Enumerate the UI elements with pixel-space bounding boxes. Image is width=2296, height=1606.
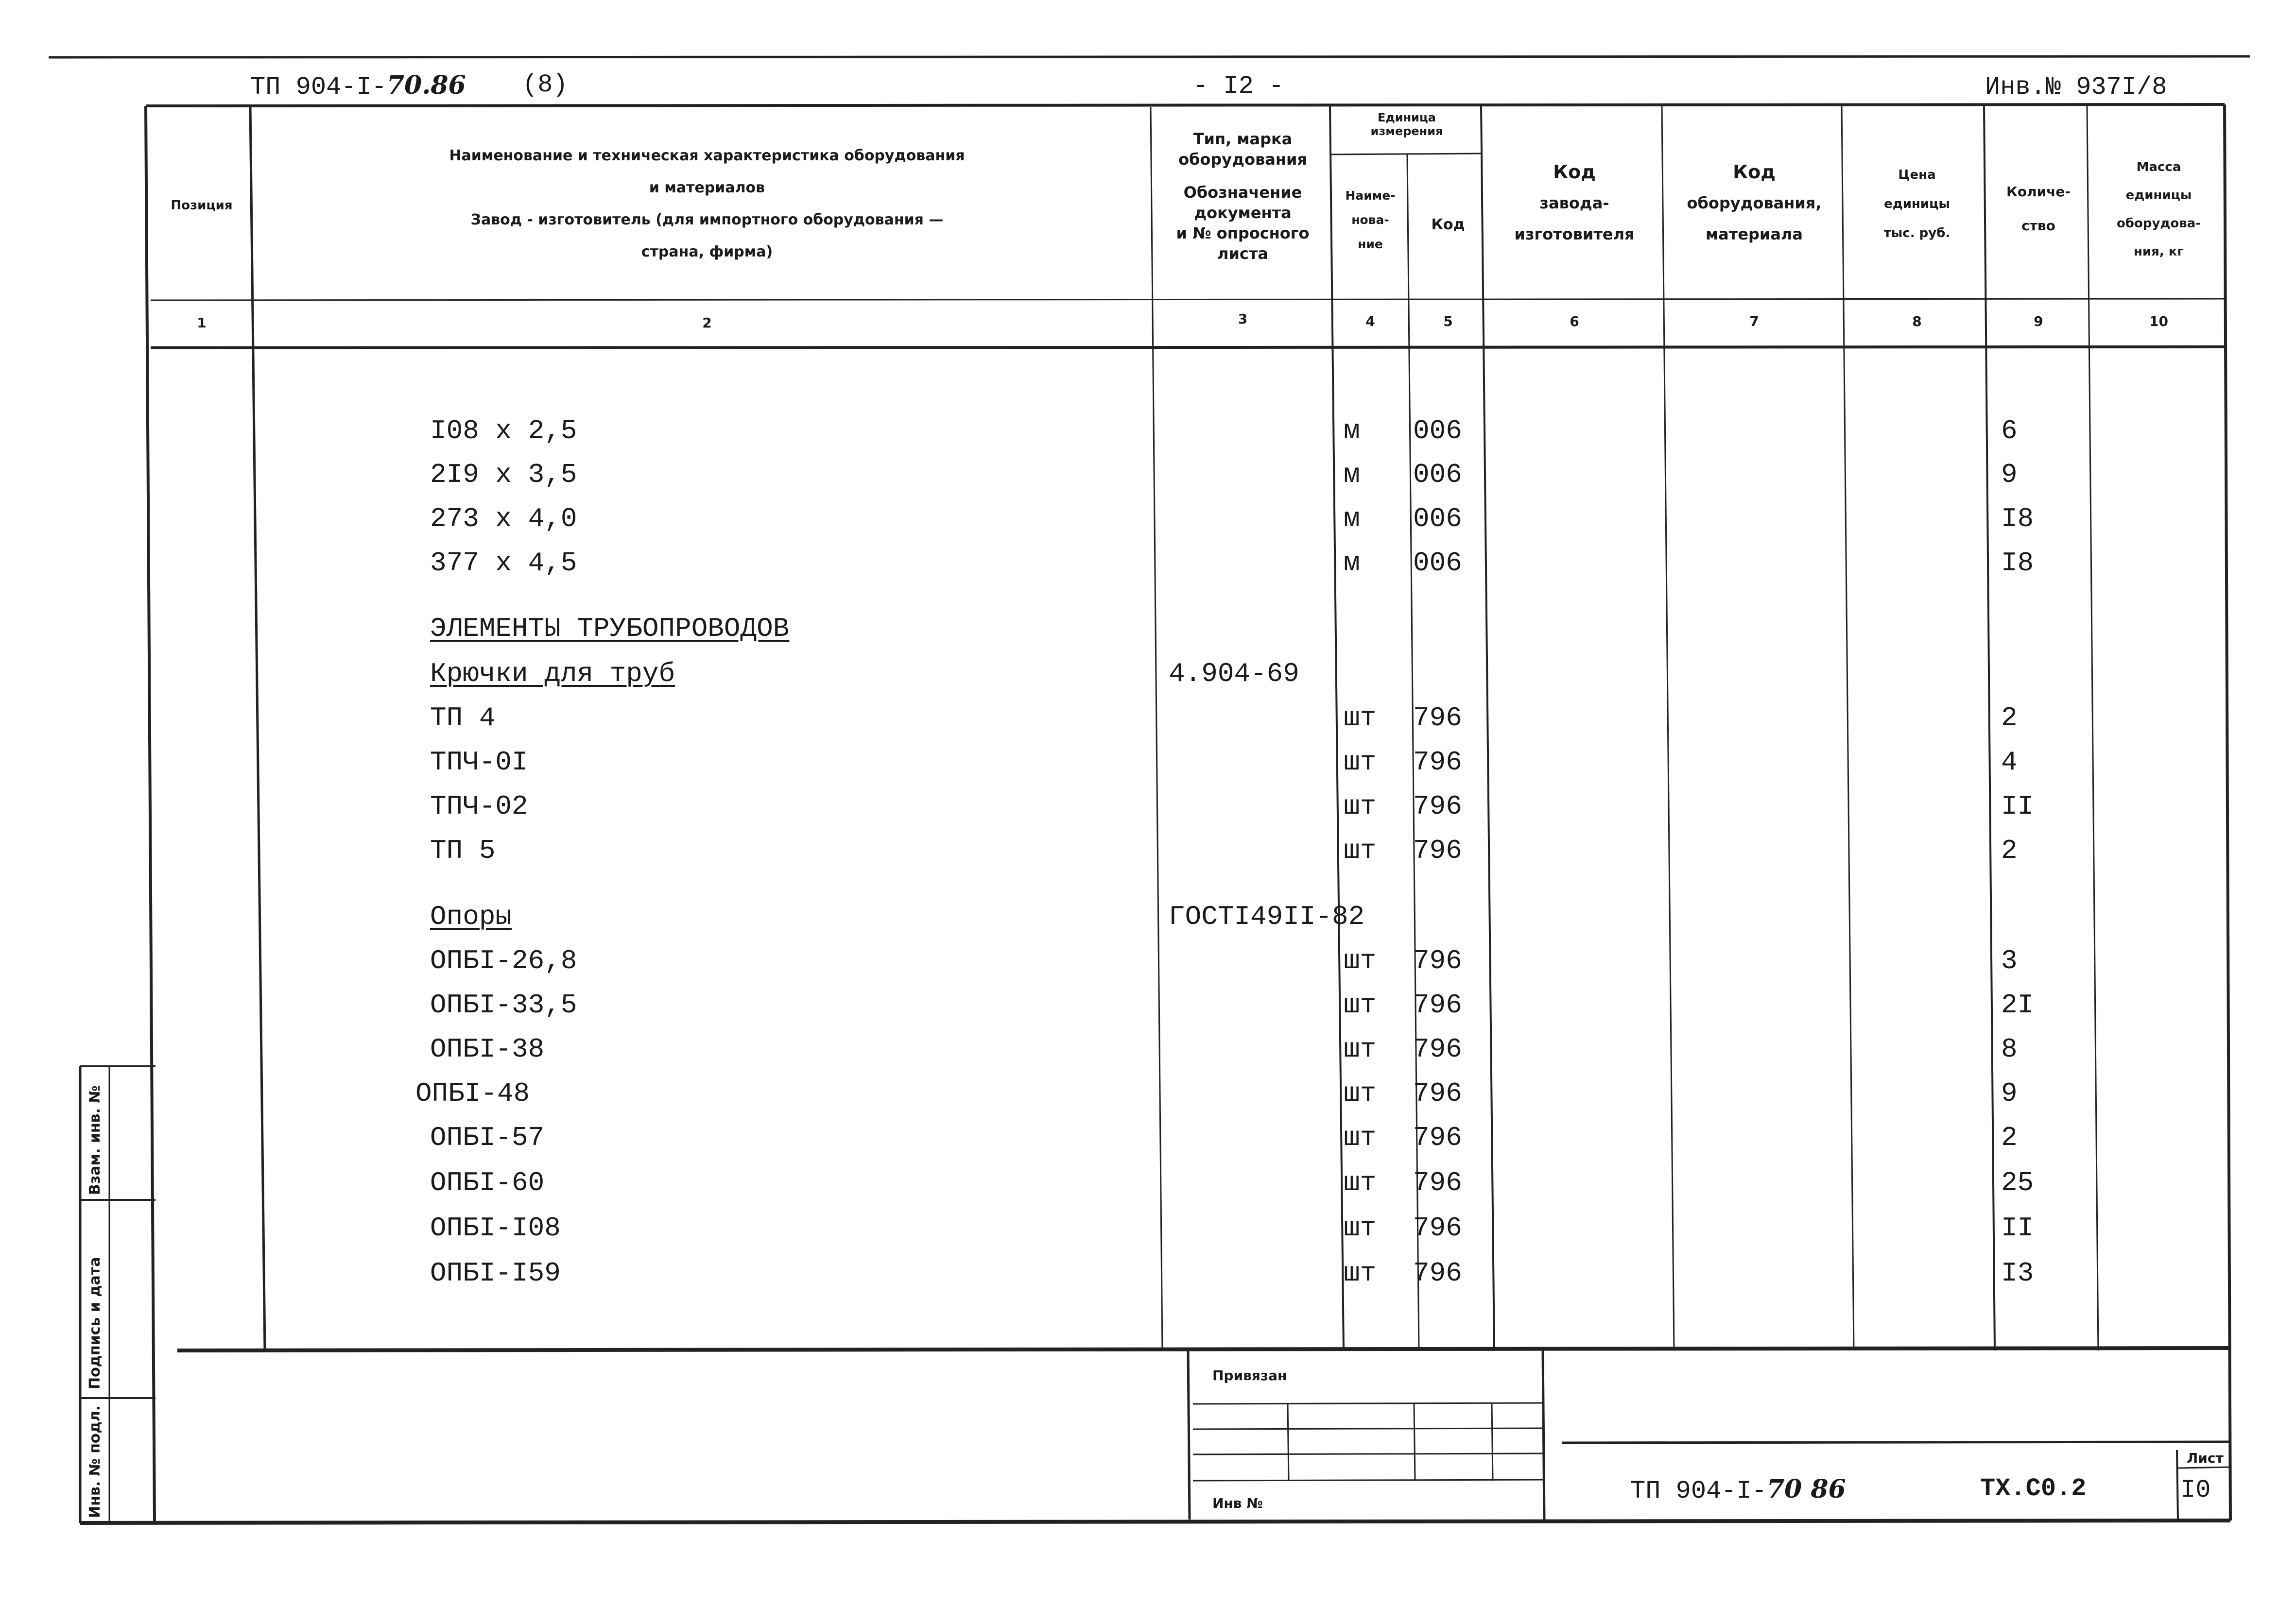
col-number-4: 4: [1365, 313, 1375, 329]
doc-number-top: [250, 70, 466, 102]
row-unit: шт: [1344, 1258, 1377, 1289]
row-name: ОПБI-60: [430, 1167, 545, 1198]
row-doc: 4.904-69: [1169, 658, 1299, 689]
row-name: ОПБI-26,8: [430, 945, 577, 976]
col-name-line3: Завод - изготовитель (для импортного оборудования —: [470, 211, 944, 228]
row-name: Крючки для труб: [430, 658, 675, 689]
col-type-line5: и № опросного: [1176, 224, 1310, 242]
unit-group-header: [1331, 111, 1482, 138]
col-quantity-header: [1987, 175, 2089, 243]
row-name: ТП 4: [430, 702, 496, 734]
edition-number: (8): [522, 70, 568, 99]
row-qty: 25: [2001, 1167, 2034, 1198]
row-qty: 2I: [2001, 990, 2034, 1021]
col-mass-line2: единицы: [2125, 188, 2192, 203]
row-unit: шт: [1344, 702, 1377, 734]
row-qty: 2: [2001, 1122, 2018, 1153]
col-equipment-code-line3: материала: [1706, 225, 1803, 243]
row-qty: 9: [2001, 459, 2018, 490]
col-number-10: 10: [2149, 313, 2168, 329]
stamp-inv-label: Инв №: [1212, 1495, 1263, 1511]
col-price-line2: единицы: [1884, 197, 1950, 211]
col-number-8: 8: [1912, 313, 1922, 329]
row-qty: 4: [2001, 747, 2018, 778]
row-qty: 2: [2001, 702, 2018, 734]
unit-group-line2: измерения: [1370, 124, 1443, 138]
col-name-header: [265, 140, 1149, 268]
row-unit: шт: [1344, 990, 1377, 1021]
row-name: ТП 5: [430, 835, 496, 866]
row-name: ОПБI-38: [430, 1034, 545, 1065]
col-type-line4: документа: [1194, 204, 1292, 222]
col-type-line3: Обозначение: [1183, 183, 1302, 202]
row-unit: шт: [1344, 945, 1377, 976]
row-code: 796: [1413, 835, 1462, 866]
page-number: - I2 -: [1193, 72, 1284, 101]
stamp-doc-code: ТХ.С0.2: [1980, 1474, 2087, 1503]
row-qty: 6: [2001, 415, 2018, 446]
col-number-3: 3: [1238, 311, 1248, 327]
row-name: 2I9 x 3,5: [430, 459, 577, 490]
row-unit: шт: [1344, 1167, 1377, 1198]
doc-hand-number: 70.86: [386, 70, 466, 100]
row-name: ОПБI-33,5: [430, 990, 577, 1021]
side-signature-date: Подпись и дата: [86, 1257, 104, 1389]
row-unit: шт: [1344, 1078, 1377, 1109]
col-unit-name-line2: нова-: [1351, 213, 1389, 227]
col-type-line6: листа: [1217, 244, 1268, 263]
stamp-doc-prefix: ТП 904-I-: [1630, 1477, 1767, 1505]
col-price-line3: тыс. руб.: [1883, 226, 1951, 240]
row-code: 796: [1413, 1122, 1462, 1153]
col-plant-code-header: [1485, 156, 1664, 250]
col-equipment-code-line2: оборудования,: [1687, 194, 1822, 212]
col-number-2: 2: [702, 315, 712, 331]
inventory-number: Инв.№ 937I/8: [1985, 73, 2167, 102]
col-mass-header: [2092, 153, 2226, 266]
row-code: 006: [1413, 547, 1462, 579]
col-type-line2: оборудования: [1178, 150, 1307, 169]
col-unit-name-line1: Наиме-: [1345, 188, 1396, 203]
row-unit: м: [1344, 547, 1360, 579]
row-name: ОПБI-57: [430, 1122, 545, 1153]
row-name: ОПБI-48: [415, 1078, 530, 1109]
col-position-header: Позиция: [171, 198, 233, 213]
row-qty: 9: [2001, 1078, 2018, 1109]
row-name: 273 x 4,0: [430, 503, 577, 534]
row-name: I08 x 2,5: [430, 415, 577, 446]
row-code: 796: [1413, 945, 1462, 976]
col-name-line2: и материалов: [649, 179, 765, 196]
stamp-sheet-label: Лист: [2187, 1450, 2224, 1466]
row-code: 796: [1413, 791, 1462, 822]
row-qty: 8: [2001, 1034, 2018, 1065]
row-code: 006: [1413, 415, 1462, 446]
row-code: 796: [1413, 747, 1462, 778]
col-name-line1: Наименование и техническая характеристика оборудования: [449, 147, 965, 164]
unit-group-line1: Единица: [1378, 111, 1436, 124]
col-number-1: 1: [197, 315, 207, 331]
row-name: Опоры: [430, 901, 512, 932]
row-unit: шт: [1344, 1213, 1377, 1244]
row-name: 377 x 4,5: [430, 547, 577, 579]
row-unit: шт: [1344, 835, 1377, 866]
doc-prefix: ТП 904-I-: [250, 73, 387, 102]
row-qty: I3: [2001, 1258, 2034, 1289]
stamp-bound-label: Привязан: [1212, 1367, 1287, 1384]
row-code: 006: [1413, 503, 1462, 534]
stamp-doc-hand: 70 86: [1766, 1474, 1846, 1504]
row-unit: шт: [1344, 791, 1377, 822]
row-unit: м: [1344, 415, 1360, 446]
row-code: 796: [1413, 990, 1462, 1021]
row-qty: I8: [2001, 503, 2034, 534]
col-price-line1: Цена: [1898, 168, 1936, 182]
row-code: 796: [1413, 1034, 1462, 1065]
col-plant-code-line2: завода-: [1539, 194, 1609, 212]
col-name-line4: страна, фирма): [641, 243, 773, 260]
row-name: ОПБI-I08: [430, 1213, 561, 1244]
side-original-inv: Инв. № подл.: [86, 1405, 104, 1518]
col-equipment-code-header: [1664, 156, 1844, 250]
col-type-header: [1154, 129, 1331, 264]
row-code: 796: [1413, 1258, 1462, 1289]
row-doc: ГОСТI49II-82: [1169, 901, 1365, 932]
col-mass-line3: оборудова-: [2116, 216, 2201, 231]
row-code: 796: [1413, 1213, 1462, 1244]
row-unit: шт: [1344, 1122, 1377, 1153]
row-name: ТПЧ-02: [430, 791, 528, 822]
row-unit: шт: [1344, 747, 1377, 778]
col-unit-name-header: [1331, 184, 1409, 256]
row-name: ОПБI-I59: [430, 1258, 561, 1289]
row-name: ЭЛЕМЕНТЫ ТРУБОПРОВОДОВ: [430, 613, 790, 644]
col-plant-code-line3: изготовителя: [1514, 225, 1635, 243]
row-qty: 3: [2001, 945, 2018, 976]
col-quantity-line1: Количе-: [2006, 184, 2071, 200]
row-code: 796: [1413, 1167, 1462, 1198]
row-name: ТПЧ-0I: [430, 747, 528, 778]
side-replaced-inv: Взам. инв. №: [86, 1085, 104, 1195]
row-code: 006: [1413, 459, 1462, 490]
col-price-header: [1847, 160, 1987, 248]
row-unit: м: [1344, 459, 1360, 490]
col-number-5: 5: [1443, 313, 1453, 329]
row-unit: шт: [1344, 1034, 1377, 1065]
row-qty: 2: [2001, 835, 2018, 866]
col-number-7: 7: [1749, 313, 1759, 329]
col-quantity-line2: ство: [2021, 218, 2055, 234]
row-qty: II: [2001, 1213, 2034, 1244]
row-qty: II: [2001, 791, 2034, 822]
col-type-line1: Тип, марка: [1193, 130, 1293, 148]
row-code: 796: [1413, 702, 1462, 734]
col-number-6: 6: [1570, 313, 1579, 329]
stamp-doc-number: [1630, 1474, 1846, 1505]
col-number-9: 9: [2034, 313, 2043, 329]
col-mass-line4: ния, кг: [2133, 244, 2184, 259]
col-unit-name-line3: ние: [1358, 237, 1383, 251]
row-qty: I8: [2001, 547, 2034, 579]
stamp-sheet-number: I0: [2180, 1476, 2211, 1504]
col-equipment-code-line1: Код: [1733, 161, 1776, 183]
col-unit-code-header: Код: [1431, 216, 1465, 233]
row-code: 796: [1413, 1078, 1462, 1109]
row-unit: м: [1344, 503, 1360, 534]
col-mass-line1: Масса: [2136, 160, 2181, 174]
col-plant-code-line1: Код: [1553, 161, 1596, 183]
